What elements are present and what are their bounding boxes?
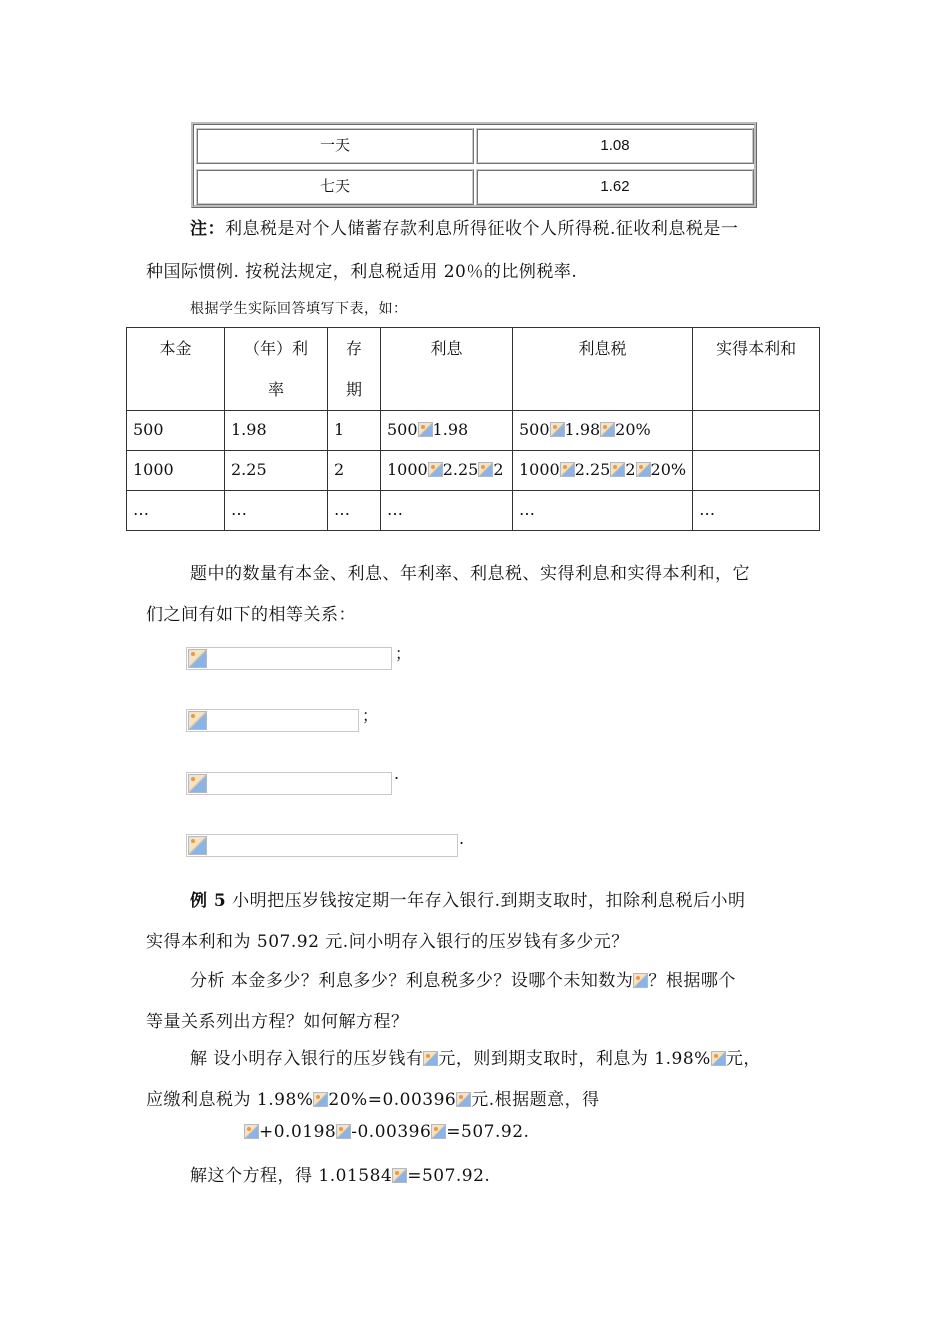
example-line-2: 实得本利和为 507.92 元.问小明存入银行的压岁钱有多少元？ — [146, 932, 629, 952]
table-intro: 根据学生实际回答填写下表，如： — [190, 301, 408, 317]
times-image-icon — [600, 422, 615, 437]
header-tax: 利息税 — [513, 328, 693, 411]
relation-equation-image-1 — [186, 647, 392, 670]
quantities-line-1: 题中的数量有本金、利息、年利率、利息税、实得利息和实得本利和，它 — [190, 564, 750, 584]
relation-equation-image-2 — [186, 709, 359, 732]
relation-punct-3: . — [394, 764, 400, 783]
table-row: … … … … … … — [127, 491, 820, 531]
times-image-icon — [418, 422, 433, 437]
variable-image-icon — [392, 1168, 407, 1183]
variable-image-icon — [336, 1124, 351, 1139]
variable-image-icon — [633, 973, 648, 988]
interest-rate-table — [191, 122, 757, 208]
relation-equation-image-3 — [186, 772, 392, 795]
variable-image-icon — [244, 1124, 259, 1139]
table-row: 500 1.98 1 500 1.98 500 1.98 20% — [127, 411, 820, 451]
table-header-row — [127, 328, 820, 411]
relation-punct-2: ； — [362, 706, 379, 725]
example-label: 例 5 — [190, 891, 227, 911]
solution-line-2: 应缴利息税为 1.98% 20%=0.00396 元.根据题意，得 — [146, 1090, 600, 1110]
header-interest: 利息 — [381, 328, 513, 411]
times-image-icon — [610, 462, 625, 477]
header-term: 存 期 — [328, 328, 381, 411]
times-image-icon — [550, 422, 565, 437]
times-image-icon — [428, 462, 443, 477]
equation-line: +0.0198 -0.00396 =507.92. — [244, 1122, 529, 1142]
times-image-icon — [560, 462, 575, 477]
note-line-2: 种国际惯例. 按税法规定，利息税适用 20％的比例税率. — [146, 262, 578, 282]
analysis-line-1: 分析 本金多少？利息多少？利息税多少？设哪个未知数为 ？根据哪个 — [190, 971, 736, 991]
note-label: 注： — [190, 219, 225, 239]
table-cell: 七天 — [196, 169, 474, 205]
calculation-table — [126, 327, 820, 531]
table-cell: 1.08 — [476, 128, 754, 164]
broken-image-icon — [188, 649, 207, 668]
header-rate: （年）利 率 — [225, 328, 328, 411]
variable-image-icon — [431, 1124, 446, 1139]
table-cell: 一天 — [196, 128, 474, 164]
variable-image-icon — [711, 1051, 726, 1066]
broken-image-icon — [188, 711, 207, 730]
relation-punct-1: ； — [395, 644, 412, 663]
note-line-1: 注：利息税是对个人储蓄存款利息所得征收个人所得税.征收利息税是一 — [190, 219, 739, 239]
solution-line-4: 解这个方程，得 1.01584 =507.92. — [190, 1166, 491, 1186]
broken-image-icon — [188, 836, 207, 855]
times-image-icon — [313, 1092, 328, 1107]
times-image-icon — [636, 462, 651, 477]
relation-equation-image-4 — [186, 834, 458, 857]
broken-image-icon — [188, 774, 207, 793]
variable-image-icon — [423, 1051, 438, 1066]
variable-image-icon — [456, 1092, 471, 1107]
relation-punct-4: . — [459, 829, 465, 848]
quantities-line-2: 们之间有如下的相等关系： — [146, 605, 356, 625]
table-cell: 1.62 — [476, 169, 754, 205]
solution-line-1: 解 设小明存入银行的压岁钱有 元，则到期支取时，利息为 1.98% 元， — [190, 1049, 761, 1069]
times-image-icon — [478, 462, 493, 477]
example-line-1: 例 5 小明把压岁钱按定期一年存入银行.到期支取时，扣除利息税后小明 — [190, 891, 746, 911]
header-principal: 本金 — [127, 328, 225, 411]
header-total: 实得本利和 — [693, 328, 820, 411]
table-row: 1000 2.25 2 1000 2.25 2 1000 2.25 2 20% — [127, 451, 820, 491]
analysis-line-2: 等量关系列出方程？如何解方程？ — [146, 1012, 409, 1032]
